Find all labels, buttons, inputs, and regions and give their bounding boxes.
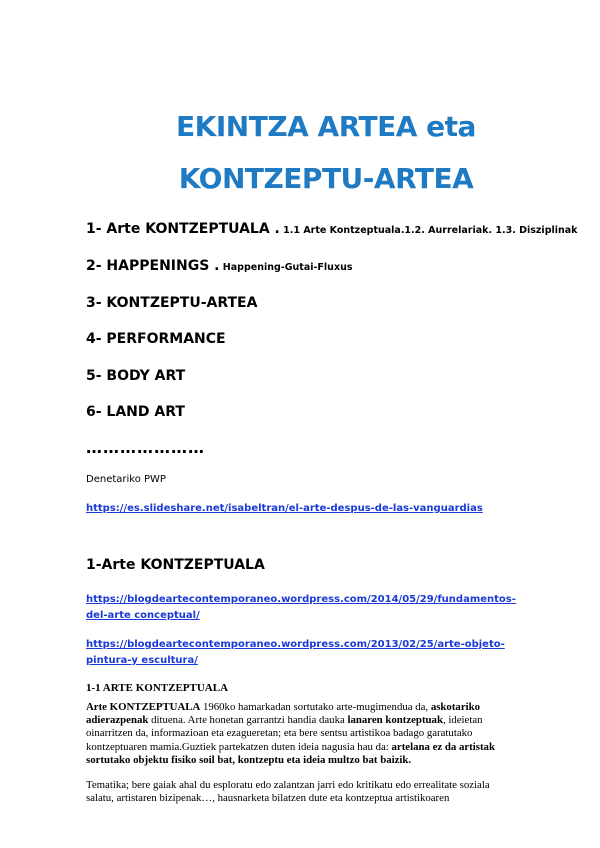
para1-bold-1: Arte KONTZEPTUALA: [86, 701, 201, 713]
toc-item-1-sub: 1.1 Arte Kontzeptuala.1.2. Aurrelariak. 1.3. Disziplinak: [279, 225, 578, 236]
paragraph-2: Tematika; bere gaiak ahal du esploratu edo zalantzan jarri edo kritikatu edo errealitate soziala salatu, artistaren bizipenak…, hausnarketa bilatzen dute eta kontzeptua artistikoaren: [86, 779, 490, 805]
para1-text-1: 1960ko hamarkadan sortutako arte-mugimendua da,: [200, 701, 431, 713]
paragraph-1: [86, 701, 518, 767]
blog-link-2[interactable]: https://blogdeartecontemporaneo.wordpress.com/2013/02/25/arte-objeto-pintura-y escultura/: [86, 639, 505, 666]
toc-item-5-main: 5- BODY ART: [86, 368, 186, 384]
para1-text-2: dituena. Arte honetan garrantzi handia dauka: [148, 714, 348, 727]
toc-item-1: [86, 221, 578, 237]
toc-item-3-main: 3- KONTZEPTU-ARTEA: [86, 295, 258, 311]
page-title-line1: EKINTZA ARTEA eta: [176, 110, 476, 143]
toc-item-2-sub: Happening-Gutai-Fluxus: [219, 262, 353, 273]
toc-item-6: [86, 404, 185, 420]
toc-item-6-main: 6- LAND ART: [86, 404, 185, 420]
toc-item-1-main: 1- Arte KONTZEPTUALA .: [86, 221, 280, 237]
toc-item-2-main: 2- HAPPENINGS .: [86, 258, 220, 274]
page-title-line2: KONTZEPTU-ARTEA: [178, 162, 474, 195]
para1-text-3: , ideietan oinarritzen da, informazioan eta ezagueretan; eta bere sentsu artistikoa badago garatutako kontzeptuaren mamia.Guztiek partekatzen duten ideia nagusia hau da:: [86, 714, 483, 753]
toc-item-4: [86, 331, 226, 347]
blog-link-1[interactable]: https://blogdeartecontemporaneo.wordpress.com/2014/05/29/fundamentos-del-arte conceptual/: [86, 594, 516, 621]
toc-item-4-main: 4- PERFORMANCE: [86, 331, 226, 347]
toc-item-3: [86, 295, 257, 311]
toc-item-2: [86, 258, 353, 274]
pwp-label: Denetariko PWP: [86, 474, 166, 485]
para1-bold-4: artelana ez da artistak sortutako objektu fisiko soil bat, kontzeptu eta ideia multzo bat baizik.: [86, 740, 495, 766]
section-heading: 1-Arte KONTZEPTUALA: [86, 557, 265, 573]
slideshare-link[interactable]: https://es.slideshare.net/isabeltran/el-arte-despus-de-las-vanguardias: [86, 503, 483, 514]
toc-item-5: [86, 368, 185, 384]
para1-bold-3: lanaren kontzeptuak: [347, 714, 443, 727]
subsection-heading: 1-1 ARTE KONTZEPTUALA: [86, 682, 229, 694]
para1-bold-2: askotariko adierazpenak: [86, 701, 481, 727]
dots-separator: …………………: [86, 438, 205, 457]
